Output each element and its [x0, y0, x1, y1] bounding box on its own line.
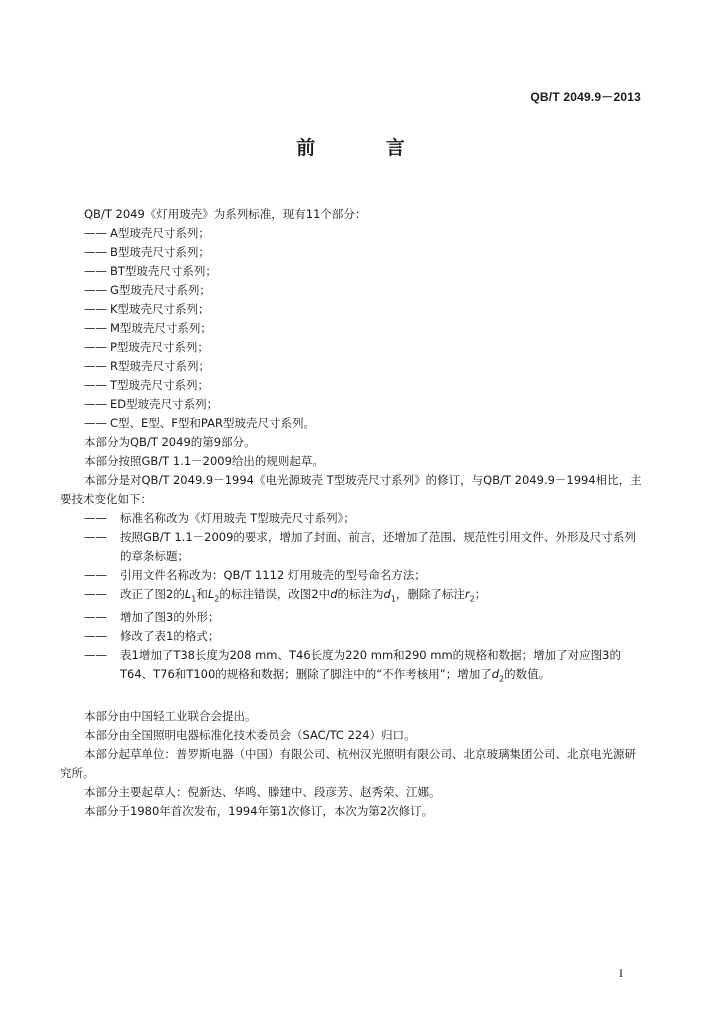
list-item: —— M型玻壳尺寸系列；	[84, 321, 212, 335]
intro-paragraph: QB/T 2049《灯用玻壳》为系列标准，现有11个部分：	[84, 207, 367, 221]
changes-list	[60, 509, 645, 689]
list-item: —— T型玻壳尺寸系列；	[84, 378, 210, 392]
list-item: —— 标准名称改为《灯用玻壳 T型玻壳尺寸系列》；	[84, 511, 355, 525]
list-item: —— 改正了图2的$L_1$和$L_2$的标注错误，改图2中d的标注为$d_1$，删除了标注$r_2$；	[84, 587, 487, 604]
list-item: —— 增加了图3的外形；	[84, 610, 220, 625]
standard-code: QB/T 2049.9－2013	[530, 90, 641, 104]
list-item: —— BT型玻壳尺寸系列；	[84, 264, 217, 278]
paragraph-drafting-rules: 本部分按照GB/T 1.1－2009给出的规则起草。	[84, 454, 324, 468]
list-item: —— A型玻壳尺寸系列；	[84, 226, 210, 240]
list-item: —— R型玻壳尺寸系列；	[84, 359, 210, 373]
list-item: —— B型玻壳尺寸系列；	[84, 245, 210, 259]
parts-list	[60, 224, 645, 433]
page-title: 前 言	[296, 137, 437, 159]
paragraph-drafting-units: 本部分起草单位：普罗斯电器（中国）有限公司、杭州汉光照明有限公司、北京玻璃集团公司、北京电光源研究所。	[60, 746, 636, 780]
list-item: —— 修改了表1的格式；	[84, 629, 220, 644]
list-item: —— P型玻壳尺寸系列；	[84, 340, 209, 354]
list-item: —— C型、E型、F型和PAR型玻壳尺寸系列。	[84, 416, 315, 430]
paragraph-committee: 本部分由全国照明电器标准化技术委员会（SAC/TC 224）归口。	[84, 727, 416, 742]
paragraph-drafters: 本部分主要起草人：倪新达、华鸣、滕建中、段彦芳、赵秀荣、江娜。	[84, 784, 441, 799]
list-item: —— K型玻壳尺寸系列；	[84, 302, 210, 316]
list-item: —— G型玻壳尺寸系列；	[84, 283, 211, 297]
list-item: —— ED型玻壳尺寸系列；	[84, 397, 219, 411]
list-item: —— 表1增加了T38长度为208 mm、T46长度为220 mm和290 mm的规格和数据；增加了对应图3的T64、T76和T100的规格和数据；删除了脚注中的“不作考核用”；增加了$d_2$的数值。	[84, 648, 621, 684]
list-item: —— 引用文件名称改为：QB/T 1112 灯用玻壳的型号命名方法；	[84, 568, 426, 582]
paragraph-proposer: 本部分由中国轻工业联合会提出。	[84, 708, 257, 723]
list-item: —— 按照GB/T 1.1－2009的要求，增加了封面、前言，还增加了范围、规范性引用文件、外形及尺寸系列的章条标题；	[84, 530, 636, 563]
foreword-body	[60, 205, 645, 821]
paragraph-history: 本部分于1980年首次发布，1994年第1次修订，本次为第2次修订。	[84, 803, 434, 818]
page-number: I	[619, 966, 623, 980]
paragraph-revision: 本部分是对QB/T 2049.9－1994《电光源玻壳 T型玻壳尺寸系列》的修订，与QB/T 2049.9－1994相比，主要技术变化如下：	[60, 473, 642, 506]
paragraph-part-number: 本部分为QB/T 2049的第9部分。	[84, 435, 256, 449]
